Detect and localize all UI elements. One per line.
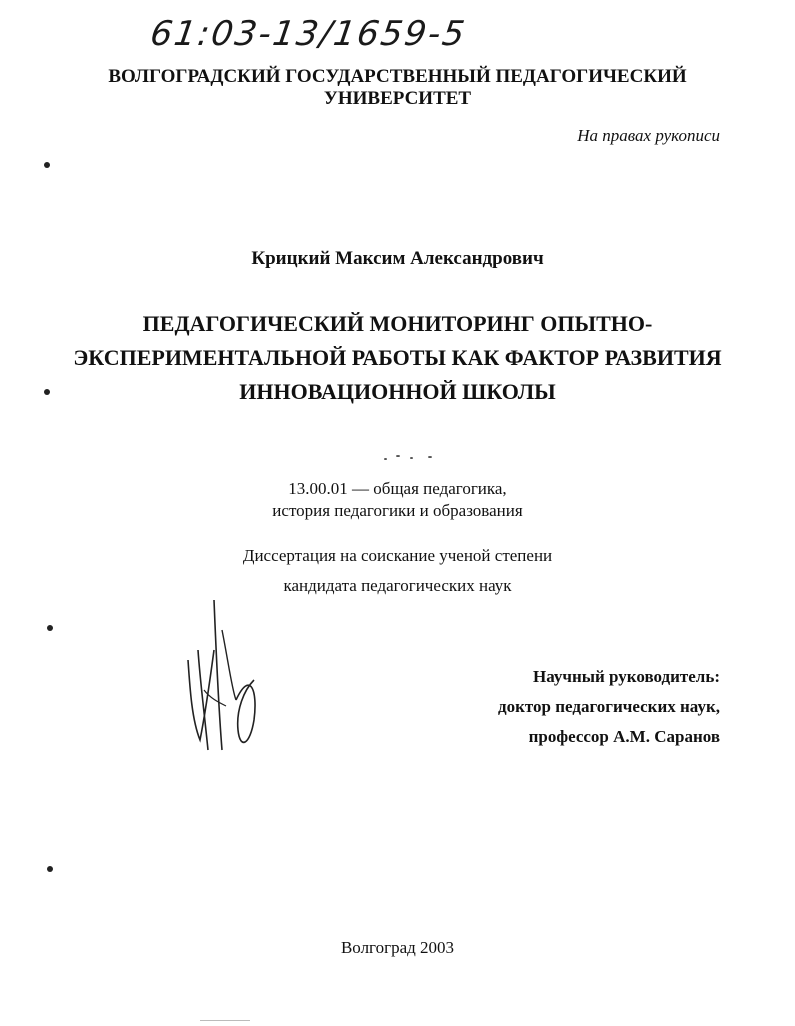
binding-hole-mark	[44, 162, 50, 168]
scan-edge-mark	[200, 1020, 250, 1021]
supervisor-line-3: профессор А.М. Саранов	[528, 727, 720, 746]
scan-noise	[384, 458, 387, 460]
signature	[170, 590, 280, 760]
author-name: Крицкий Максим Александрович	[251, 248, 544, 269]
title-line-1: ПЕДАГОГИЧЕСКИЙ МОНИТОРИНГ ОПЫТНО-	[142, 311, 653, 336]
title-line-2: ЭКСПЕРИМЕНТАЛЬНОЙ РАБОТЫ КАК ФАКТОР РАЗВИТИЯ	[73, 345, 722, 370]
scan-noise	[428, 456, 432, 458]
city-year: Волгоград 2003	[340, 938, 455, 957]
scan-noise	[396, 455, 400, 457]
title-line-3: ИННОВАЦИОННОЙ ШКОЛЫ	[239, 379, 556, 404]
scan-noise	[410, 457, 413, 459]
binding-hole-mark	[47, 866, 53, 872]
specialty-line-2: история педагогики и образования	[272, 501, 523, 520]
specialty-line-1: 13.00.01 — общая педагогика,	[288, 479, 507, 498]
binding-hole-mark	[44, 389, 50, 395]
archive-code: 61:03-13/1659-5	[147, 14, 469, 54]
degree-line-1: Диссертация на соискание ученой степени	[242, 546, 553, 565]
supervisor-line-2: доктор педагогических наук,	[498, 697, 720, 716]
binding-hole-mark	[47, 625, 53, 631]
manuscript-note: На правах рукописи	[577, 126, 720, 145]
university-name	[60, 66, 735, 110]
dissertation-title	[60, 307, 735, 409]
supervisor-block	[420, 662, 720, 752]
supervisor-line-1: Научный руководитель:	[533, 667, 720, 686]
specialty	[160, 478, 635, 522]
university-line-1: ВОЛГОГРАДСКИЙ ГОСУДАРСТВЕННЫЙ ПЕДАГОГИЧЕСКИЙ	[108, 66, 687, 87]
university-line-2: УНИВЕРСИТЕТ	[323, 88, 472, 109]
degree-line-2: кандидата педагогических наук	[283, 576, 512, 595]
